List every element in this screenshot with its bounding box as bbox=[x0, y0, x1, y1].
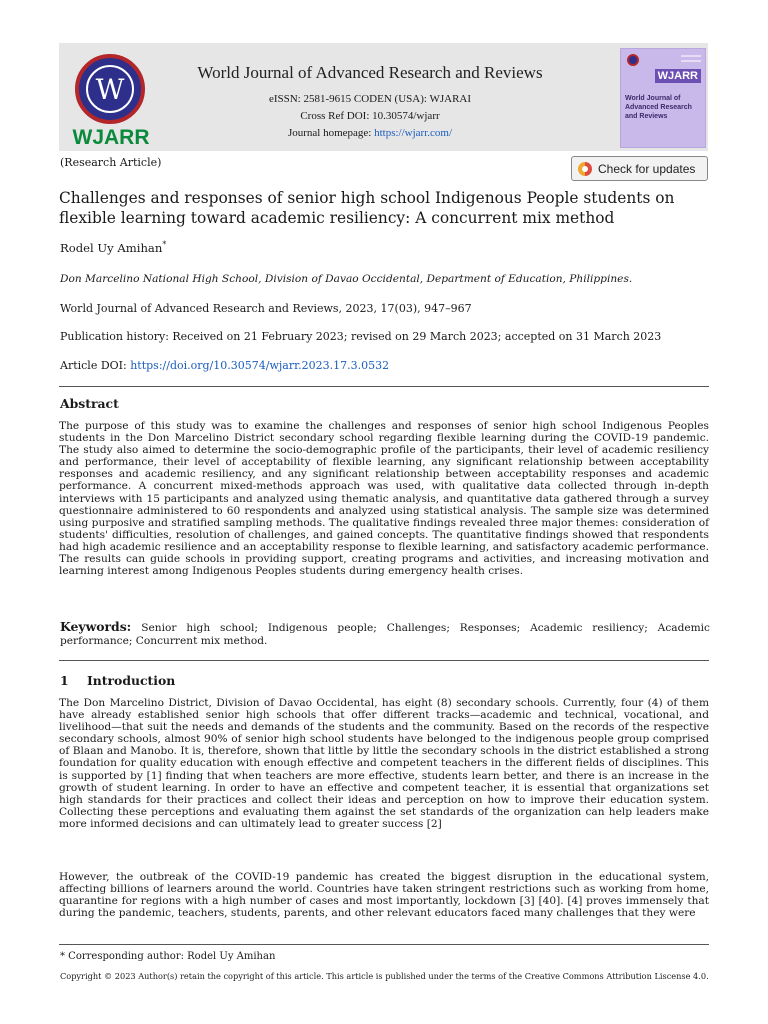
section-heading-introduction bbox=[60, 673, 175, 688]
check-updates-label: Check for updates bbox=[598, 161, 696, 176]
journal-title: World Journal of Advanced Research and Reviews bbox=[197, 63, 543, 82]
check-updates-icon bbox=[578, 162, 592, 176]
citation: World Journal of Advanced Research and Reviews, 2023, 17(03), 947–967 bbox=[60, 302, 472, 315]
section-title: Introduction bbox=[87, 673, 176, 688]
footnote-divider bbox=[59, 944, 709, 945]
intro-paragraph-1: The Don Marcelino District, Division of Davao Occidental, has eight (8) secondary schools. Currently, four (4) of them have already established senior high schools that offer different tracks—academic and technical, vocational, and livelihood—that suit the needs and demands of the students and the community. Based on the records of the respective secondary schools, almost 90% of senior high school students have belonged to the indigenous people group comprised of Blaan and Manobo. It is, therefore, shown that little by little the secondary schools in the district established a strong foundation for quality education with enough effective and competent teachers in the different fields of disciplines. This is supported by [1] finding that when teachers are more effective, students learn better, and there is an increase in the growth of student learning. In order to have an effective and competent teacher, it is essential that organizations set high standards for their practices and collect their ideas and perception on how to improve their education system. Collecting these perceptions and evaluating them against the set standards of the organization can help leaders make more informed decisions and can ultimately lead to greater success [2] bbox=[59, 697, 709, 830]
logo-letter: W bbox=[86, 65, 134, 113]
keywords-label: Keywords: bbox=[60, 619, 132, 634]
intro-paragraph-2: However, the outbreak of the COVID-19 pandemic has created the biggest disruption in the educational system, affecting billions of learners around the world. Countries have taken stringent restrictions such as working from home, quarantine for regions with a high number of cases and most importantly, lockdown [3] [40]. [4] proves immensely that during the pandemic, teachers, students, parents, and other relevant educators faced many challenges that they were bbox=[59, 871, 709, 920]
article-type: (Research Article) bbox=[60, 156, 162, 169]
doi-link[interactable]: https://doi.org/10.30574/wjarr.2023.17.3.0532 bbox=[130, 359, 390, 372]
doi-label: Article DOI: bbox=[60, 359, 131, 372]
homepage-link[interactable]: https://wjarr.com/ bbox=[374, 127, 453, 139]
corresponding-author-footnote: * Corresponding author: Rodel Uy Amihan bbox=[60, 951, 276, 962]
author-name: Rodel Uy Amihan bbox=[60, 240, 163, 255]
logo-text: WJARR bbox=[72, 126, 150, 149]
keywords bbox=[60, 620, 710, 648]
cover-title: World Journal of Advanced Research and Reviews bbox=[625, 95, 692, 120]
check-for-updates-button[interactable] bbox=[571, 156, 708, 181]
keywords-text: Senior high school; Indigenous people; Challenges; Responses; Academic resiliency; Academic performance; Concurrent mix method. bbox=[60, 622, 710, 647]
cover-badge-icon bbox=[627, 54, 639, 66]
author-mark: * bbox=[162, 240, 167, 249]
cover-brand: WJARR bbox=[655, 69, 701, 83]
journal-homepage bbox=[160, 127, 580, 139]
publication-history: Publication history: Received on 21 February 2023; revised on 29 March 2023; accepted on 31 March 2023 bbox=[60, 330, 662, 343]
article-doi bbox=[60, 359, 389, 372]
crossref-line: Cross Ref DOI: 10.30574/wjarr bbox=[300, 110, 440, 122]
article-title: Challenges and responses of senior high school Indigenous People students on flexible learning toward academic resiliency: A concurrent mix method bbox=[59, 189, 675, 227]
issn-line: eISSN: 2581-9615 CODEN (USA): WJARAI bbox=[268, 93, 472, 105]
journal-logo bbox=[75, 54, 145, 124]
section-number: 1 bbox=[60, 673, 69, 688]
cover-decor-lines bbox=[681, 55, 701, 62]
divider bbox=[59, 386, 709, 387]
abstract-heading: Abstract bbox=[60, 396, 119, 411]
divider bbox=[59, 660, 709, 661]
journal-cover-thumbnail bbox=[620, 48, 706, 148]
author-line bbox=[60, 240, 166, 255]
affiliation: Don Marcelino National High School, Division of Davao Occidental, Department of Education, Philippines. bbox=[60, 273, 633, 285]
abstract-text: The purpose of this study was to examine the challenges and responses of senior high school Indigenous Peoples students in the Don Marcelino District secondary school regarding flexible learning during the COVID-19 pandemic. The study also aimed to determine the socio-demographic profile of the participants, their level of academic resiliency and performance, their level of acceptability of flexible learning, any significant relationship between acceptability responses and academic resiliency, and any significant relationship between acceptability responses and academic performance. A concurrent mixed-methods approach was used, with qualitative data collected through in-depth interviews with 15 participants and analyzed using thematic analysis, and quantitative data gathered through a survey questionnaire administered to 60 respondents and analyzed using statistical analysis. The sample size was determined using purposive and stratified sampling methods. The qualitative findings revealed three major themes: consideration of students' difficulties, resolution of challenges, and gained concepts. The quantitative findings showed that respondents had high academic resilience and an acceptability response to flexible learning, and satisfactory academic performance. The results can guide schools in providing support, creating programs and activities, and increasing motivation and learning interest among Indigenous Peoples students during emergency health crises. bbox=[59, 420, 709, 578]
copyright-notice: Copyright © 2023 Author(s) retain the copyright of this article. This article is published under the terms of the Creative Commons Attribution Liscense 4.0. bbox=[60, 971, 709, 981]
homepage-label: Journal homepage: bbox=[287, 127, 375, 139]
